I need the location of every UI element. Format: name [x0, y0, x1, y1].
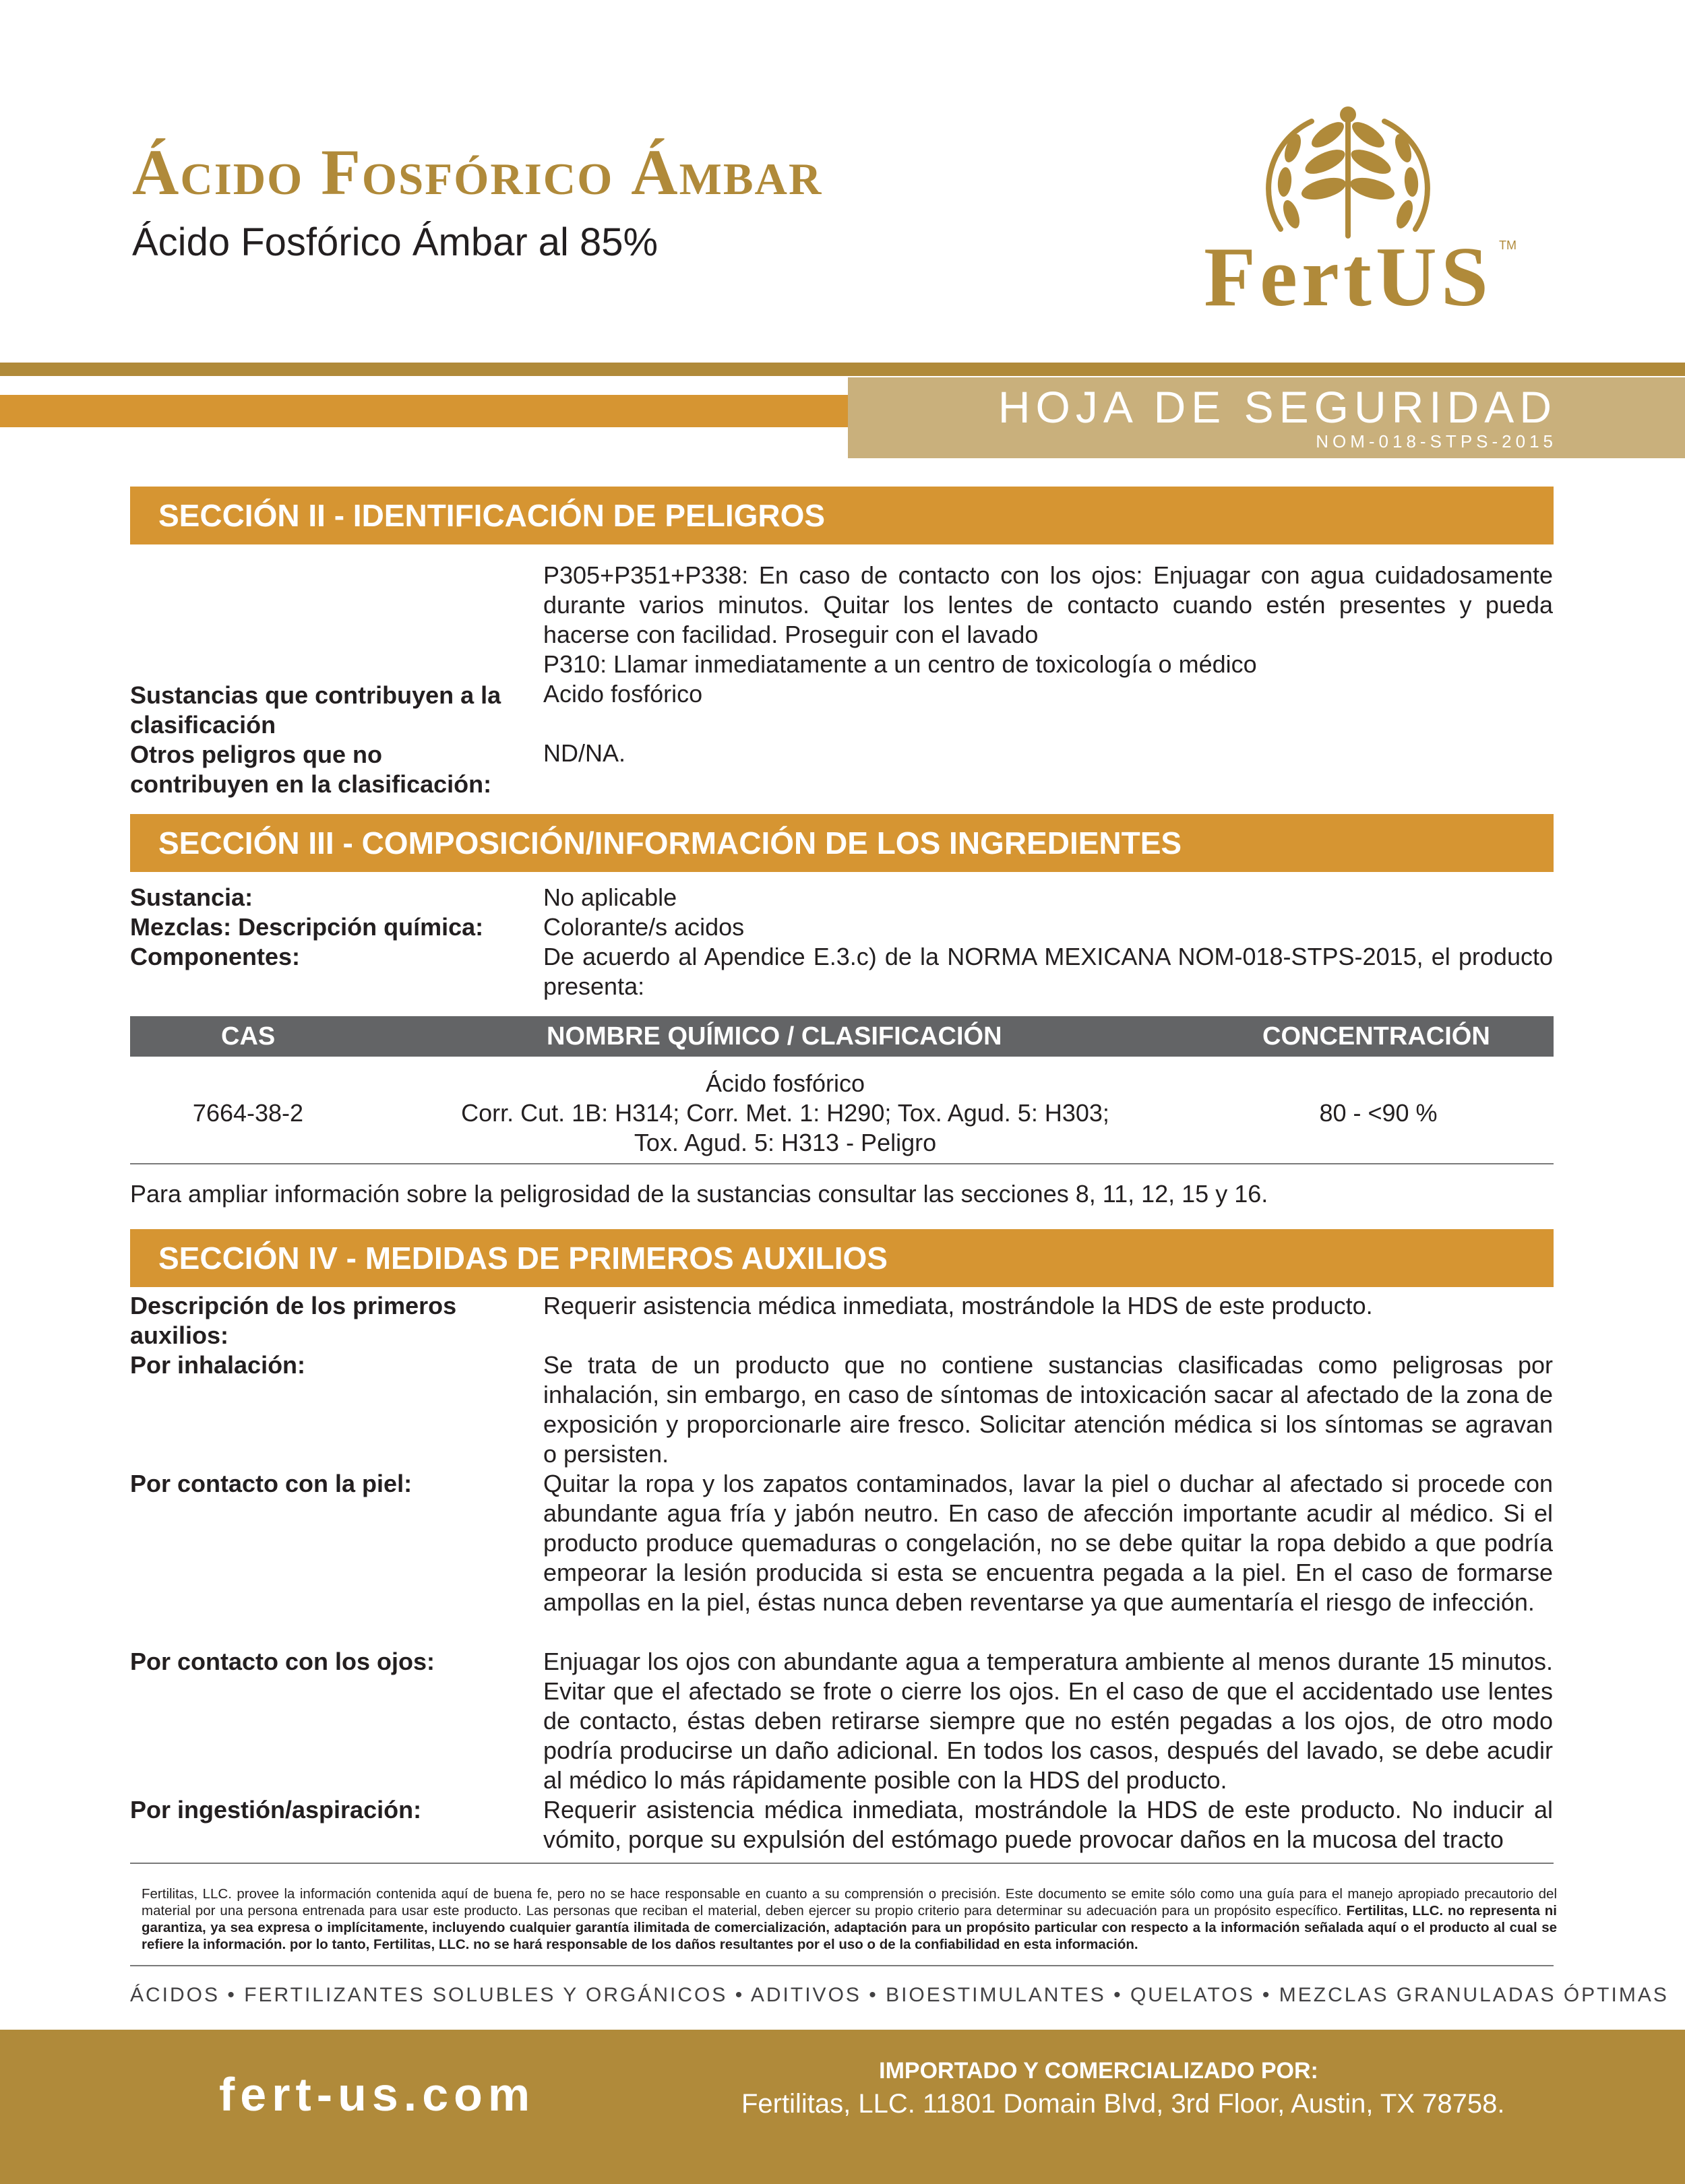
table-divider: [130, 1163, 1554, 1164]
disclaimer-text-1: Fertilitas, LLC. provee la información contenida aquí de buena fe, pero no se hace responsable en cuanto a su comprensión o precisión. Este documento se emite sólo como una guía para el manejo apropiado precautorio del material por una persona entrenada para usar este producto. Las personas que reciban el material, deben ejercer su propio criterio para determinar su adecuación para un propósito específico.: [142, 1886, 1557, 1918]
first-aid-value: Requerir asistencia médica inmediata, mostrándole la HDS de este producto.: [543, 1292, 1373, 1319]
eye-contact-value: Enjuagar los ojos con abundante agua a temperatura ambiente al menos durante 15 minutos. Evitar que el afectado se frote o cierre los ojos. En el caso de que el accidentado use lentes de contacto, éstas deben retirarse siempre que no estén pegadas a los ojos, de otro modo podría producirse un daño adicional. En todos los casos, después del lavado, se debe acudir al médico lo más rápidamente posible con la HDS del producto.: [543, 1648, 1553, 1794]
substance-label: Sustancia:: [130, 883, 253, 911]
composition-table-header: [130, 1016, 1554, 1057]
imported-by-label: IMPORTADO Y COMERCIALIZADO POR:: [879, 2058, 1318, 2084]
col-chemical-name: NOMBRE QUÍMICO / CLASIFICACIÓN: [547, 1022, 1002, 1051]
cell-cas: 7664-38-2: [192, 1099, 304, 1127]
inhalation-value: Se trata de un producto que no contiene sustancias clasificadas como peligrosas por inhalación, sin embargo, en caso de síntomas de intoxicación sacar al afectado de la zona de exposición y proporcionarle aire fresco. Solicitar atención médica si los síntomas se agravan o persisten.: [543, 1351, 1553, 1468]
mixtures-value: Colorante/s acidos: [543, 913, 745, 941]
cell-classification-1: Corr. Cut. 1B: H314; Corr. Met. 1: H290; Tox. Agud. 5: H303;: [461, 1099, 1109, 1127]
section-4-header: SECCIÓN IV - MEDIDAS DE PRIMEROS AUXILIOS: [130, 1229, 1554, 1287]
other-hazards-label: Otros peligros que no contribuyen en la clasificación:: [130, 741, 492, 798]
col-cas: CAS: [221, 1022, 276, 1051]
trademark: TM: [1499, 239, 1516, 252]
skin-contact-label: Por contacto con la piel:: [130, 1470, 412, 1497]
composition-note: Para ampliar información sobre la peligrosidad de la sustancias consultar las secciones 8, 11, 12, 15 y 16.: [130, 1180, 1268, 1208]
cell-classification-2: Tox. Agud. 5: H313 - Peligro: [634, 1129, 937, 1156]
ingestion-label: Por ingestión/aspiración:: [130, 1796, 422, 1823]
precaution-p310: P310: Llamar inmediatamente a un centro de toxicología o médico: [543, 650, 1257, 678]
inhalation-label: Por inhalación:: [130, 1351, 306, 1379]
components-value: De acuerdo al Apendice E.3.c) de la NORMA MEXICANA NOM-018-STPS-2015, el producto presenta:: [543, 943, 1553, 1000]
hds-title: HOJA DE SEGURIDAD: [998, 382, 1557, 432]
substances-value: Acido fosfórico: [543, 680, 703, 708]
footer-divider-top: [130, 1863, 1554, 1864]
cell-concentration: 80 - <90 %: [1319, 1099, 1438, 1127]
brand-name: FertUS: [1204, 230, 1492, 324]
substances-label: Sustancias que contribuyen a la clasificación: [130, 681, 501, 739]
eye-contact-label: Por contacto con los ojos:: [130, 1648, 435, 1675]
disclaimer-text-2: Fertilitas, LLC. no representa ni garantiza, ya sea expresa o implícitamente, incluyendo cualquier garantía ilimitada de comercialización, adaptación para un propósito particular con respecto a la información señalada aquí o el producto al cual se refiere la información. por lo tanto, Fertilitas, LLC. no se hará responsable de los daños resultantes por el uso o de la confiabilidad en esta información.: [142, 1903, 1557, 1952]
header-stripe: [0, 363, 1685, 376]
disclaimer: [142, 1885, 1557, 1953]
product-categories: ÁCIDOS • FERTILIZANTES SOLUBLES Y ORGÁNICOS • ADITIVOS • BIOESTIMULANTES • QUELATOS • MEZCLAS GRANULADAS ÓPTIMAS: [130, 1984, 1669, 2006]
section-2-header: SECCIÓN II - IDENTIFICACIÓN DE PELIGROS: [130, 487, 1554, 544]
mixtures-label: Mezclas: Descripción química:: [130, 913, 484, 941]
hds-norm: NOM-018-STPS-2015: [1316, 431, 1557, 451]
first-aid-label: Descripción de los primeros auxilios:: [130, 1292, 457, 1349]
precaution-p305: P305+P351+P338: En caso de contacto con los ojos: Enjuagar con agua cuidadosamente durante varios minutos. Quitar los lentes de contacto cuando estén presentes y pueda hacerse con facilidad. Proseguir con el lavado: [543, 561, 1553, 648]
product-title: Ácido Fosfórico Ámbar: [132, 136, 823, 208]
product-subtitle: Ácido Fosfórico Ámbar al 85%: [132, 220, 658, 264]
substance-value: No aplicable: [543, 883, 677, 911]
ingestion-value: Requerir asistencia médica inmediata, mostrándole la HDS de este producto. No inducir al vómito, porque su expulsión del estómago puede provocar daños en la mucosa del tracto: [543, 1796, 1553, 1853]
section-3-header: SECCIÓN III - COMPOSICIÓN/INFORMACIÓN DE LOS INGREDIENTES: [130, 814, 1554, 872]
website-link[interactable]: fert-us.com: [219, 2068, 536, 2121]
skin-contact-value: Quitar la ropa y los zapatos contaminados, lavar la piel o duchar al afectado si procede con abundante agua fría y jabón neutro. En caso de afección importante acudir al médico. Si el producto produce quemaduras o congelación, no se debe quitar la ropa debido a que podría empeorar la lesión producida si esta se encuentra pegada a la piel. En el caso de formarse ampollas en la piel, éstas nunca deben reventarse ya que aumentaría el riesgo de infección.: [543, 1470, 1553, 1616]
footer-divider-bottom: [130, 1965, 1554, 1966]
other-hazards-value: ND/NA.: [543, 739, 626, 767]
cell-chemical-name: Ácido fosfórico: [705, 1069, 865, 1097]
col-concentration: CONCENTRACIÓN: [1262, 1022, 1490, 1051]
header-stripe-orange: [0, 395, 849, 427]
company-address: Fertilitas, LLC. 11801 Domain Blvd, 3rd Floor, Austin, TX 78758.: [741, 2089, 1505, 2119]
components-label: Componentes:: [130, 943, 300, 970]
